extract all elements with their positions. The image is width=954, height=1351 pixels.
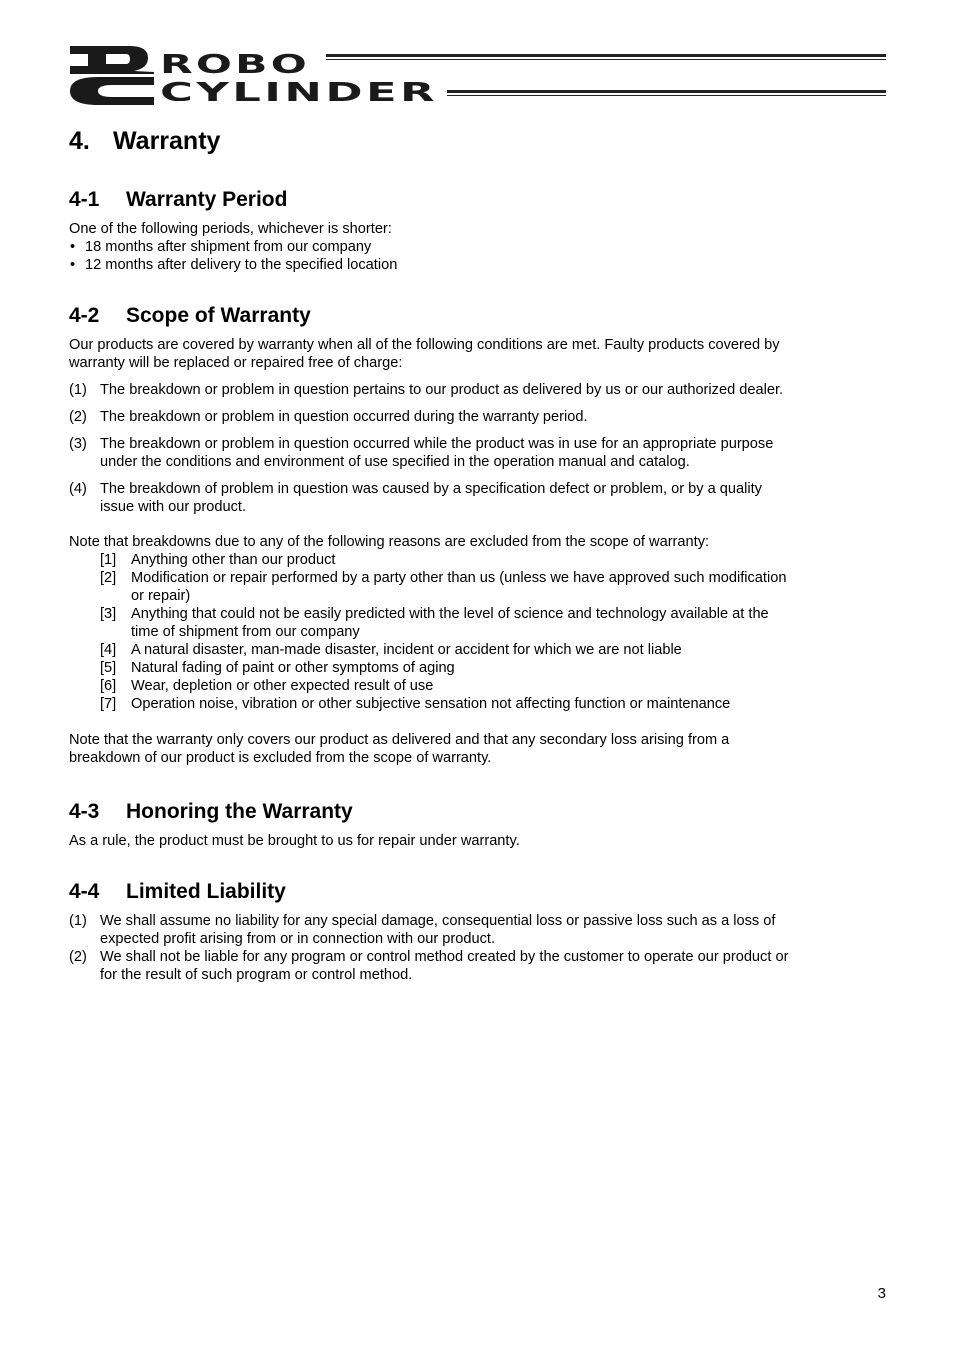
- section-heading: 4-4 Limited Liability: [69, 880, 286, 903]
- header-rule-top: [326, 54, 886, 60]
- liability-list: [69, 912, 799, 984]
- page-number: 3: [877, 1285, 886, 1302]
- section-warranty-period: [69, 187, 799, 274]
- section-heading: 4-2 Scope of Warranty: [69, 304, 311, 327]
- list-item: [4] A natural disaster, man-made disaster, incident or accident for which we are not liable: [100, 642, 682, 658]
- exclusions-list: [100, 551, 799, 713]
- list-item: [1] Anything other than our product: [100, 552, 336, 568]
- chapter-title: 4. Warranty: [69, 127, 221, 155]
- bullet-list: [69, 238, 799, 274]
- logo-line2: CYLINDER: [160, 78, 438, 101]
- conditions-list: [69, 381, 799, 516]
- section-heading: 4-3 Honoring the Warranty: [69, 800, 353, 823]
- header-rule-bottom: [447, 90, 886, 96]
- rc-logo-icon: [68, 44, 156, 106]
- section-heading: 4-1 Warranty Period: [69, 188, 288, 211]
- section-honoring-warranty: [69, 799, 799, 850]
- list-item: (3) The breakdown or problem in question occurred while the product was in use for an appropriate purpose under the conditions and environment of use specified in the operation manual and catalog.: [69, 436, 774, 470]
- list-item: (4) The breakdown of problem in question was caused by a specification defect or problem, or by a quality issue with our product.: [69, 481, 762, 515]
- logo-line1: ROBO: [160, 51, 310, 80]
- list-item: (1) The breakdown or problem in question pertains to our product as delivered by us or our authorized dealer.: [69, 382, 784, 398]
- page-header: [68, 44, 886, 106]
- list-item: • 12 months after delivery to the specified location: [69, 256, 799, 274]
- list-item: [6] Wear, depletion or other expected result of use: [100, 678, 434, 694]
- list-item: (2) The breakdown or problem in question occurred during the warranty period.: [69, 409, 588, 425]
- document-body: [69, 120, 799, 984]
- secondary-loss-note: Note that the warranty only covers our product as delivered and that any secondary loss arising from a breakdown of our product is excluded from the scope of warranty.: [69, 732, 730, 766]
- list-item: [7] Operation noise, vibration or other subjective sensation not affecting function or maintenance: [100, 696, 731, 712]
- list-item: [3] Anything that could not be easily predicted with the level of science and technology available at the time of shipment from our company: [100, 606, 769, 640]
- section-limited-liability: [69, 879, 799, 984]
- list-item: (2) We shall not be liable for any program or control method created by the customer to operate our product or for the result of such program or control method.: [69, 949, 789, 983]
- section-intro: Our products are covered by warranty when all of the following conditions are met. Faulty products covered by warranty will be replaced or repaired free of charge:: [69, 337, 780, 371]
- list-item: [2] Modification or repair performed by a party other than us (unless we have approved such modification or repair): [100, 570, 787, 604]
- list-item: (1) We shall assume no liability for any special damage, consequential loss or passive loss such as a loss of expected profit arising from or in connection with our product.: [69, 913, 776, 947]
- list-item: [5] Natural fading of paint or other symptoms of aging: [100, 660, 455, 676]
- section-scope-of-warranty: [69, 303, 799, 767]
- section-text: As a rule, the product must be brought to us for repair under warranty.: [69, 833, 520, 849]
- list-item: • 18 months after shipment from our company: [69, 238, 799, 256]
- exclusion-intro: Note that breakdowns due to any of the following reasons are excluded from the scope of warranty:: [69, 534, 710, 550]
- section-intro: One of the following periods, whichever is shorter:: [69, 221, 392, 237]
